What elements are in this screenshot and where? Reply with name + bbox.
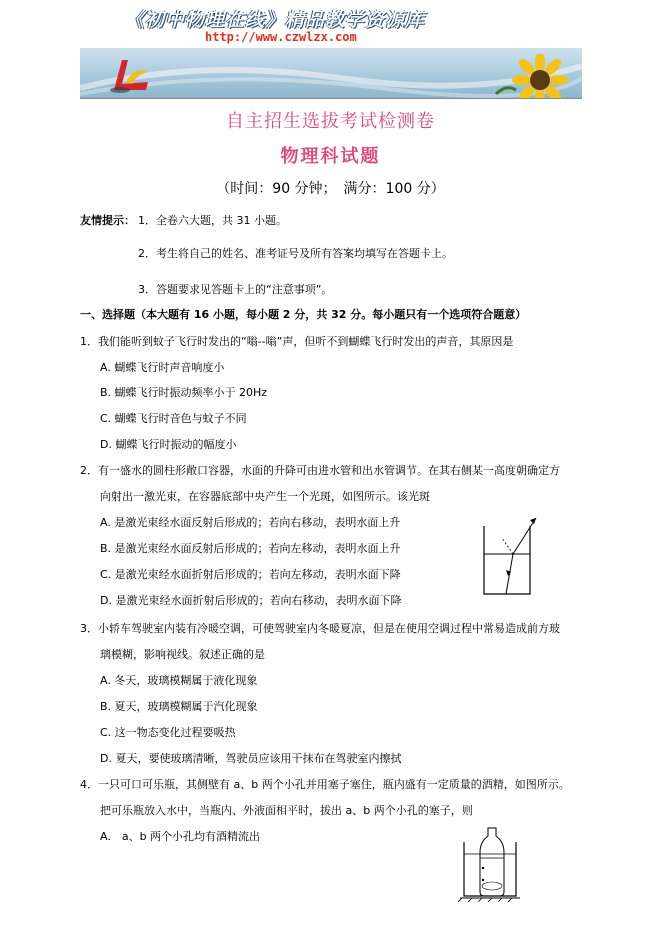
question-stem: 1．我们能听到蚊子飞行时发出的“嗡--嗡”声，但听不到蝴蝶飞行时发出的声音，其原因是 [80, 335, 514, 348]
time-info: （时间：90 分钟； 满分：100 分） [216, 181, 445, 197]
section-heading: 一、选择题（本大题有 16 小题，每小题 2 分，共 32 分。每小题只有一个选项符合题意） [80, 308, 527, 321]
notice-item: 1．全卷六大题，共 31 小题。 [138, 214, 287, 227]
question-option: D. 蝴蝶飞行时振动的幅度小 [100, 438, 237, 451]
question-option: B. 是激光束经水面反射后形成的；若向左移动，表明水面上升 [100, 542, 401, 555]
question-stem: 向射出一激光束，在容器底部中央产生一个光斑，如图所示。该光斑 [100, 490, 430, 503]
question-stem: 4．一只可口可乐瓶，其侧壁有 a、b 两个小孔并用塞子塞住，瓶内盛有一定质量的酒精，如图所示。 [80, 778, 570, 791]
question-option: A. 是激光束经水面反射后形成的；若向右移动，表明水面上升 [100, 516, 401, 529]
question-option: A. a、b 两个小孔均有酒精流出 [100, 830, 261, 843]
question-stem: 璃模糊，影响视线。叙述正确的是 [100, 648, 265, 661]
logo-icon [108, 52, 154, 94]
cola-bottle-figure [458, 824, 526, 902]
question-stem: 3．小轿车驾驶室内装有冷暖空调，可使驾驶室内冬暖夏凉，但是在使用空调过程中常易造成前方玻 [80, 622, 560, 635]
banner-url[interactable]: http://www.czwlzx.com [205, 30, 357, 44]
header-divider [80, 98, 582, 99]
sunflower-icon [492, 54, 582, 98]
question-option: A. 蝴蝶飞行时声音响度小 [100, 361, 225, 374]
banner-title: 《初中物理在线》精品教学资源库 [125, 9, 426, 31]
laser-container-figure [478, 512, 544, 598]
question-option: B. 夏天，玻璃模糊属于汽化现象 [100, 700, 258, 713]
question-option: D. 夏天，要使玻璃清晰，驾驶员应该用干抹布在驾驶室内擦拭 [100, 752, 402, 765]
header-banner [80, 48, 582, 98]
question-option: C. 这一物态变化过程要吸热 [100, 726, 236, 739]
question-option: A. 冬天，玻璃模糊属于液化现象 [100, 674, 258, 687]
question-stem: 把可乐瓶放入水中，当瓶内、外液面相平时，拔出 a、b 两个小孔的塞子，则 [100, 804, 473, 817]
notice-label: 友情提示： [80, 214, 135, 227]
notice-item: 3．答题要求见答题卡上的“注意事项”。 [138, 283, 333, 296]
question-option: B. 蝴蝶飞行时振动频率小于 20Hz [100, 386, 268, 399]
exam-title: 自主招生选拔考试检测卷 [226, 111, 435, 132]
question-option: C. 是激光束经水面折射后形成的；若向左移动，表明水面下降 [100, 568, 401, 581]
notice-item: 2．考生将自己的姓名、准考证号及所有答案均填写在答题卡上。 [138, 247, 453, 260]
question-option: C. 蝴蝶飞行时音色与蚊子不同 [100, 412, 247, 425]
question-option: D. 是激光束经水面折射后形成的；若向右移动，表明水面下降 [100, 594, 402, 607]
question-stem: 2．有一盛水的圆柱形敞口容器，水面的升降可由进水管和出水管调节。在其右侧某一高度朝确定方 [80, 464, 560, 477]
subject-title: 物理科试题 [280, 146, 381, 167]
